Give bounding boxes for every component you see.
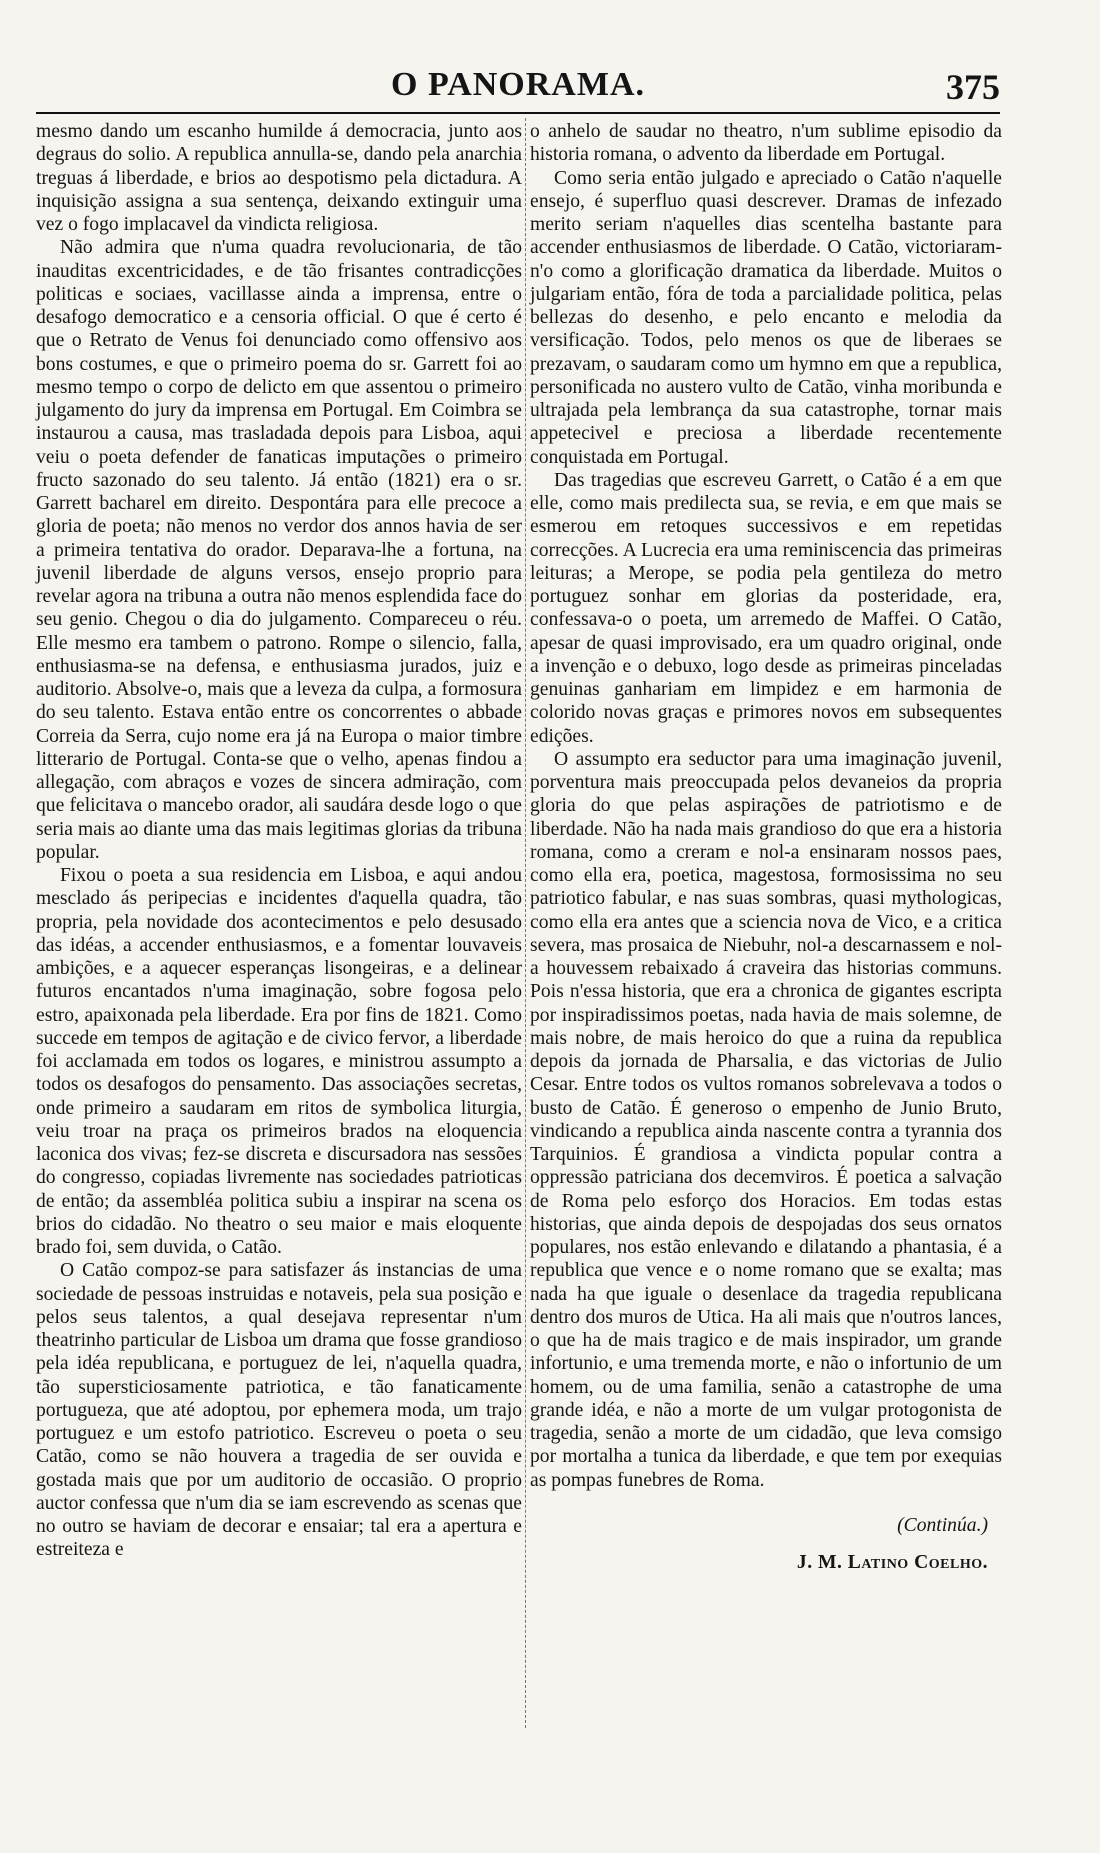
header-rule (36, 112, 1000, 114)
page-number: 375 (946, 67, 1000, 107)
paragraph: o anhelo de saudar no theatro, n'um sublime episodio da historia romana, o advento da liberdade em Portugal. (530, 121, 1002, 166)
paragraph: O assumpto era seductor para uma imaginação juvenil, porventura mais preoccupada pelos devaneios da propria gloria do que pelas aspirações de patriotismo e de liberdade. Não ha nada mais grandioso do que era a historia romana, como a creram e nol-a ensinaram nossos paes, como ella era, poetica, magestosa, formosissima no seu patriotico fabular, e nas suas sombras, quasi mythologicas, como ella era antes que a sciencia nova de Vico, e a critica severa, mas prosaica de Niebuhr, nol-a descarnassem e nol-a houvessem rebaixado á craveira das historias communs. Pois n'essa historia, que era a chronica de gigantes escripta por inspiradissimos poetas, nada havia de mais solemne, de mais nobre, de mais heroico do que a ruina da republica depois da jornada de Pharsalia, e das victorias de Julio Cesar. Entre todos os vultos romanos sobrelevava a todos o busto de Catão. É generoso o empenho de Junio Bruto, vindicando a republica ainda nascente contra a tyrannia dos Tarquinios. É grandiosa a vindicta popular contra a oppressão patriciana dos decemviros. É poetica a salvação de Roma pelo esforço dos Horacios. Em todas estas historias, que ainda depois de despojadas dos seus ornatos populares, nos estão enlevando e dilatando a phantasia, é a republica que vence e o nome romano que se exalta; mas nada ha que iguale o desenlace da tragedia republicana dentro dos muros de Utica. Ha ali mais que n'outros lances, o que ha de mais tragico e de mais inspirador, um grande infortunio, e uma tremenda morte, e não o infortunio de um homem, ou de uma familia, senão a catastrophe de uma grande idéa, e não a morte de um vulgar protogonista de tragedia, senão a morte de um cidadão, que leva comsigo por mortalha a tunica da liberdade, e que tem por exequias as pompas funebres de Roma. (530, 748, 1002, 1491)
paragraph: Fixou o poeta a sua residencia em Lisboa, e aqui andou mesclado ás peripecias e incidentes d'aquella quadra, tão propria, pela novidade dos acontecimentos e pelo desusado das idéas, a accender enthusiasmos, e a fomentar louvaveis ambições, e a aquecer esperanças lisongeiras, e a delinear futuros encantados n'uma imaginação, sobre fogosa pelo estro, apaixonada pela liberdade. Era por fins de 1821. Como succede em tempos de agitação e de civico fervor, a liberdade foi acclamada em todos os logares, e ministrou assumpto a todos os desafogos do pensamento. Das associações secretas, onde primeiro a saudaram em ritos de symbolica liturgia, veiu troar na praça os primeiros brados na eloquencia laconica dos vivas; fez-se discreta e discursadora nas sessões do congresso, copiadas livremente nas sociedades patrioticas de então; da assembléa politica subiu a inspirar na scena os brios do cidadão. No theatro o seu maior e mais eloquente brado foi, sem duvida, o Catão. (36, 865, 522, 1258)
paragraph: Como seria então julgado e apreciado o Catão n'aquelle ensejo, é superfluo quasi descrever. Dramas de infezado merito seriam n'aquelles dias scentelha bastante para accender enthusiasmos de liberdade. O Catão, victoriaram-n'o como a glorificação dramatica da liberdade. Muitos o julgariam então, fóra de toda a parcialidade politica, pelas bellezas do desenho, e pelo encanto e melodia da versificação. Todos, pelo menos os que de liberaes se prezavam, o saudaram como um hymno em que a republica, personificada no austero vulto de Catão, vinha moribunda e ultrajada pela lembrança da sua catastrophe, tornar mais appetecivel e preciosa a liberdade recentemente conquistada em Portugal. (530, 167, 1002, 468)
right-column (530, 120, 1002, 1574)
paragraph: O Catão compoz-se para satisfazer ás instancias de uma sociedade de pessoas instruidas e notaveis, pela sua posição e pelos seus talentos, a qual desejava representar n'um theatrinho particular de Lisboa um drama que fosse grandioso pela idéa republicana, e portuguez de lei, n'aquella quadra, tão supersticiosamente patriotica, e tão fanaticamente portugueza, que até adoptou, por ephemera moda, um trajo portuguez e um estofo patriotico. Escreveu o poeta o seu Catão, como se não houvera a tragedia de ser ouvida e gostada mais que por um auditorio de occasião. O proprio auctor confessa que n'um dia se iam escrevendo as scenas que no outro se haviam de decorar e ensaiar; tal era a apertura e estreiteza e (36, 1260, 522, 1561)
paragraph: mesmo dando um escanho humilde á democracia, junto aos degraus do solio. A republica annulla-se, dando pela anarchia treguas á liberdade, e brios ao despotismo pela dictadura. A inquisição assigna a sua sentença, deixando extinguir uma vez o fogo implacavel da vindicta religiosa. (36, 121, 522, 235)
column-divider (525, 118, 526, 1728)
continued-note: (Continúa.) (897, 1514, 988, 1536)
publication-title: O PANORAMA. (391, 66, 645, 103)
left-column (36, 120, 522, 1562)
paragraph: Das tragedias que escreveu Garrett, o Catão é a em que elle, como mais predilecta sua, se revia, e em que mais se esmerou em retoques successivos e em repetidas correcções. A Lucrecia era uma reminiscencia das primeiras leituras; a Merope, se podia pela gentileza do metro portuguez sonhar em glorias da posteridade, era, confessava-o o poeta, um arremedo de Maffei. O Catão, apesar de quasi improvisado, era um quadro original, onde a invenção e o debuxo, logo desde as primeiras pinceladas genuinas ganhariam em limpidez e em harmonia de colorido novas graças e primores novos em subsequentes edições. (530, 469, 1002, 747)
paragraph: Não admira que n'uma quadra revolucionaria, de tão inauditas excentricidades, e de tão frisantes contradicções politicas e sociaes, vacillasse ainda a imprensa, entre o desafogo democratico e a censoria official. O que é certo é que o Retrato de Venus foi denunciado como offensivo aos bons costumes, e que o primeiro poema do sr. Garrett foi ao mesmo tempo o corpo de delicto em que assentou o primeiro julgamento do jury da imprensa em Portugal. Em Coimbra se instaurou a causa, mas trasladada depois para Lisboa, aqui veiu o poeta defender de fanaticas imputações o primeiro fructo sazonado do seu talento. Já então (1821) era o sr. Garrett bacharel em direito. Despontára para elle precoce a gloria de poeta; não menos no verdor dos annos havia de ser a primeira tentativa do orador. Deparava-lhe a fortuna, na juvenil liberdade de alguns versos, ensejo proprio para revelar agora na tribuna a outra não menos esplendida face do seu genio. Chegou o dia do julgamento. Compareceu o réu. Elle mesmo era tambem o patrono. Rompe o silencio, falla, enthusiasma-se na defensa, e enthusiasma jurados, juiz e auditorio. Absolve-o, mais que a leveza da culpa, a formosura do seu talento. Estava então entre os concorrentes o abbade Correia da Serra, cujo nome era já na Europa o maior timbre litterario de Portugal. Conta-se que o velho, apenas findou a allegação, com abraços e vozes de sincera admiração, com que felicitava o mancebo orador, ali saudára desde logo o que seria mais ao diante uma das mais legitimas glorias da tribuna popular. (36, 237, 522, 863)
author-signature: J. M. Latino Coelho. (796, 1552, 988, 1573)
page-header (36, 66, 1000, 114)
